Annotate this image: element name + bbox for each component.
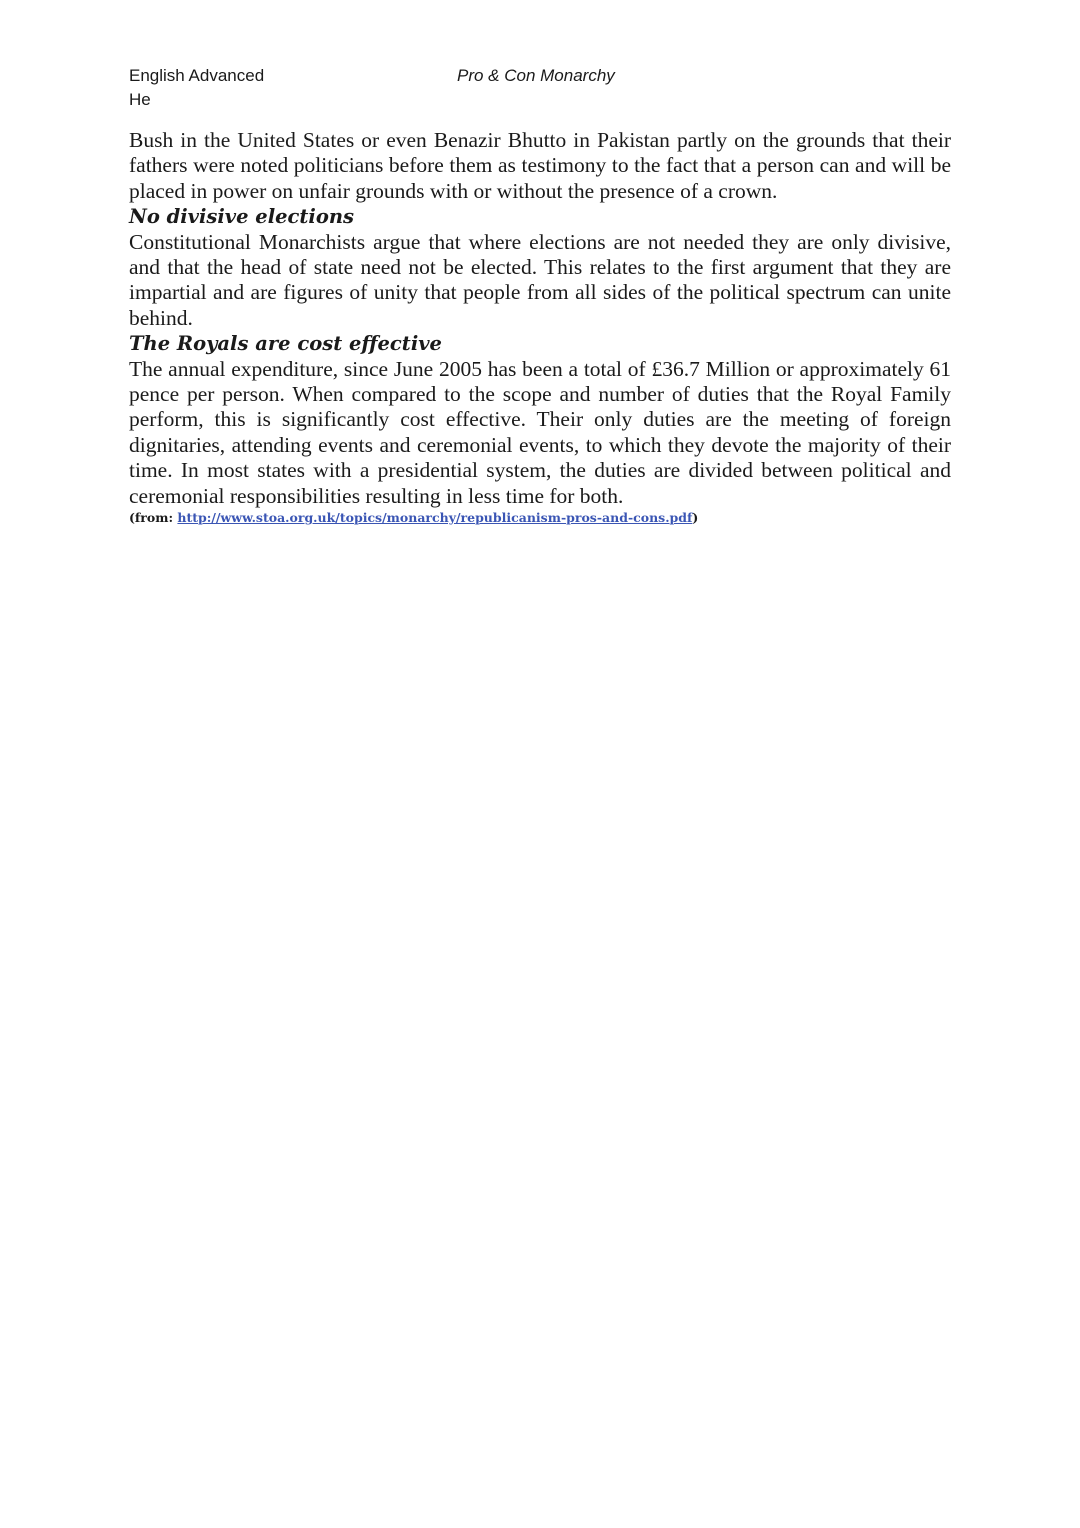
source-link[interactable]: http://www.stoa.org.uk/topics/monarchy/republicanism-pros-and-cons.pdf — [177, 510, 693, 526]
header-course: English Advanced — [129, 66, 265, 85]
document-body — [129, 128, 951, 527]
page-header — [129, 64, 951, 112]
header-title: Pro & Con Monarchy — [457, 66, 615, 85]
source-citation — [129, 509, 951, 527]
source-prefix: (from: — [129, 510, 178, 526]
section-text-cost-effective: The annual expenditure, since June 2005 has been a total of £36.7 Million or approximately 61 pence per person. When compared to the scope and number of duties that the Royal Family perform, this is significantly cost effective. Their only duties are the meeting of foreign dignitaries, attending events and ceremonial events, to which they devote the majority of their time. In most states with a presidential system, the duties are divided between political and ceremonial responsibilities resulting in less time for both. — [129, 356, 951, 508]
section-heading-cost-effective: The Royals are cost effective — [129, 332, 442, 356]
header-teacher: He — [129, 90, 151, 109]
section-text-no-divisive-elections: Constitutional Monarchists argue that where elections are not needed they are only divisive, and that the head of state need not be elected. This relates to the first argument that they are impartial and are figures of unity that people from all sides of the political spectrum can unite behind. — [129, 229, 951, 330]
section-heading-no-divisive-elections: No divisive elections — [129, 205, 354, 229]
intro-paragraph: Bush in the United States or even Benazir Bhutto in Pakistan partly on the grounds that their fathers were noted politicians before them as testimony to the fact that a person can and will be placed in power on unfair grounds with or without the presence of a crown. — [129, 128, 951, 203]
source-suffix: ) — [692, 510, 699, 526]
